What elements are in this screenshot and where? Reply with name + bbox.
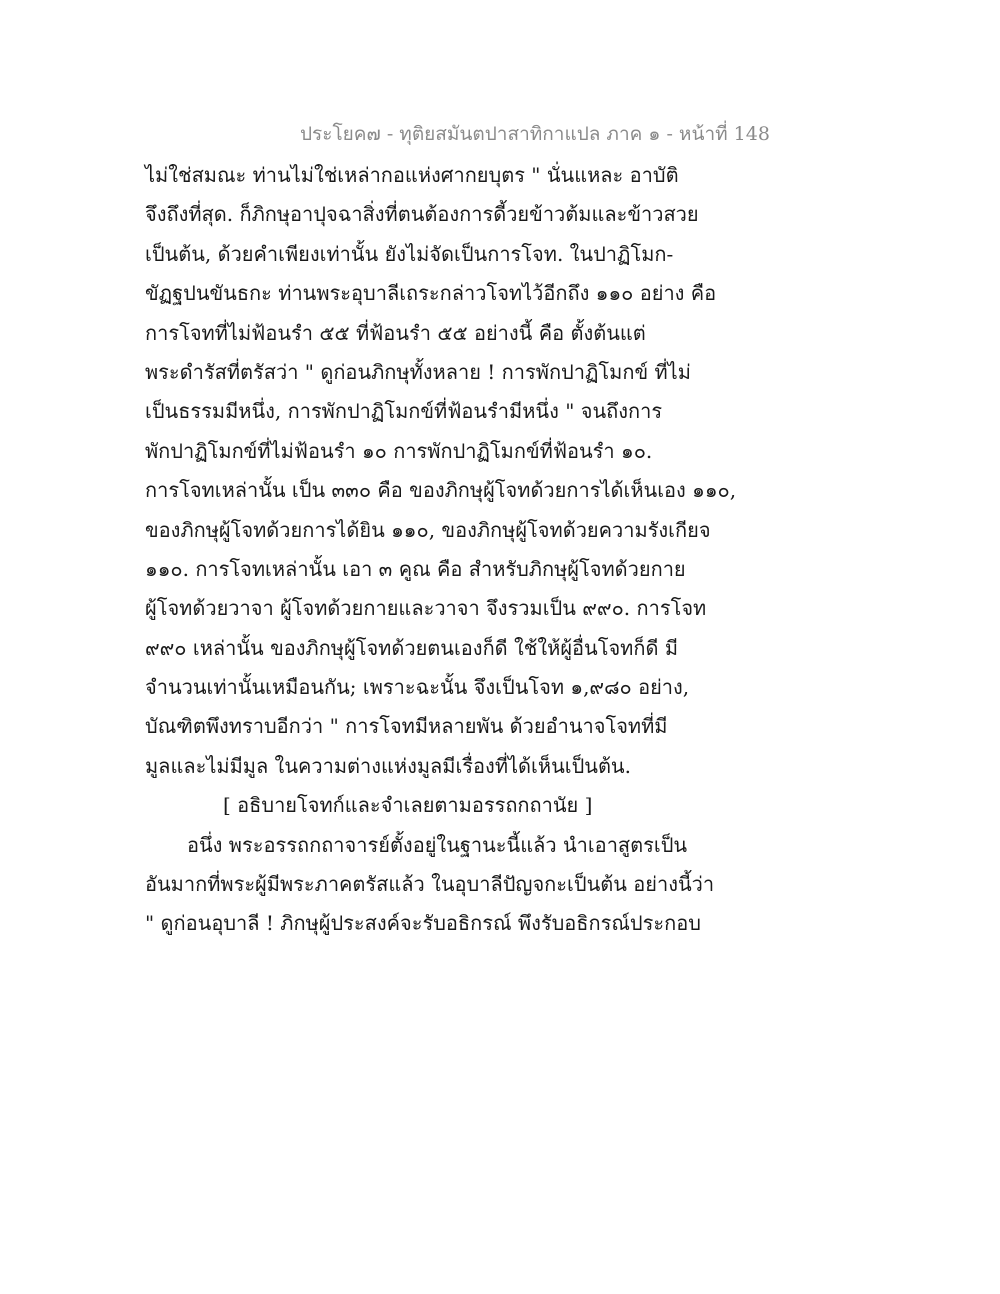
text-line: ของภิกษุผู้โจทด้วยการได้ยิน ๑๑๐, ของภิกษุผู้โจทด้วยความรังเกียจ	[145, 517, 711, 542]
text-line: จำนวนเท่านั้นเหมือนกัน; เพราะฉะนั้น จึงเป็นโจท ๑,๙๘๐ อย่าง,	[145, 675, 690, 700]
text-line: ขัฏฐปนขันธกะ ท่านพระอุบาลีเถระกล่าวโจทไว้อีกถึง ๑๑๐ อย่าง คือ	[145, 281, 717, 306]
section-heading: [ อธิบายโจทก์และจำเลยตามอรรถกถานัย ]	[223, 793, 593, 818]
running-header: ประโยค๗ - ทุติยสมันตปาสาทิกาแปล ภาค ๑ - หน้าที่ 148	[300, 123, 770, 145]
text-line: เป็นธรรมมีหนึ่ง, การพักปาฏิโมกข์ที่ฟ้อนรำมีหนึ่ง " จนถึงการ	[145, 399, 663, 424]
body-text	[145, 156, 737, 944]
text-line: บัณฑิตพึงทราบอีกว่า " การโจทมีหลายพัน ด้วยอำนาจโจทที่มี	[145, 714, 668, 739]
text-line: มูลและไม่มีมูล ในความต่างแห่งมูลมีเรื่องที่ได้เห็นเป็นต้น.	[145, 753, 631, 778]
text-line: เป็นต้น, ด้วยคำเพียงเท่านั้น ยังไม่จัดเป็นการโจท. ในปาฏิโมก-	[145, 241, 674, 266]
text-line: " ดูก่อนอุบาลี ! ภิกษุผู้ประสงค์จะรับอธิกรณ์ พึงรับอธิกรณ์ประกอบ	[145, 911, 701, 936]
text-line: ผู้โจทด้วยวาจา ผู้โจทด้วยกายและวาจา จึงรวมเป็น ๙๙๐. การโจท	[145, 596, 707, 621]
paragraph-first-line: อนึ่ง พระอรรถกถาจารย์ตั้งอยู่ในฐานะนี้แล้ว นำเอาสูตรเป็น	[187, 832, 688, 857]
text-line: ๙๙๐ เหล่านั้น ของภิกษุผู้โจทด้วยตนเองก็ดี ใช้ให้ผู้อื่นโจทก็ดี มี	[145, 635, 678, 660]
text-line: พักปาฏิโมกข์ที่ไม่ฟ้อนรำ ๑๐ การพักปาฏิโมกข์ที่ฟ้อนรำ ๑๐.	[145, 438, 653, 463]
text-line: พระดำรัสที่ตรัสว่า " ดูก่อนภิกษุทั้งหลาย ! การพักปาฏิโมกข์ ที่ไม่	[145, 359, 691, 384]
text-line: จึงถึงที่สุด. ก็ภิกษุอาปุจฉาสิ่งที่ตนต้องการดี้วยข้าวต้มและข้าวสวย	[145, 202, 699, 227]
text-line: การโจทที่ไม่ฟ้อนรำ ๕๕ ที่ฟ้อนรำ ๕๕ อย่างนี้ คือ ตั้งต้นแต่	[145, 320, 646, 345]
text-line: การโจทเหล่านั้น เป็น ๓๓๐ คือ ของภิกษุผู้โจทด้วยการได้เห็นเอง ๑๑๐,	[145, 478, 737, 503]
text-line: ไม่ใช่สมณะ ท่านไม่ใช่เหล่ากอแห่งศากยบุตร " นั่นแหละ อาบัติ	[145, 163, 679, 187]
text-line: ๑๑๐. การโจทเหล่านั้น เอา ๓ คูณ คือ สำหรับภิกษุผู้โจทด้วยกาย	[145, 556, 686, 581]
text-line: อันมากที่พระผู้มีพระภาคตรัสแล้ว ในอุบาลีปัญจกะเป็นต้น อย่างนี้ว่า	[145, 872, 715, 897]
